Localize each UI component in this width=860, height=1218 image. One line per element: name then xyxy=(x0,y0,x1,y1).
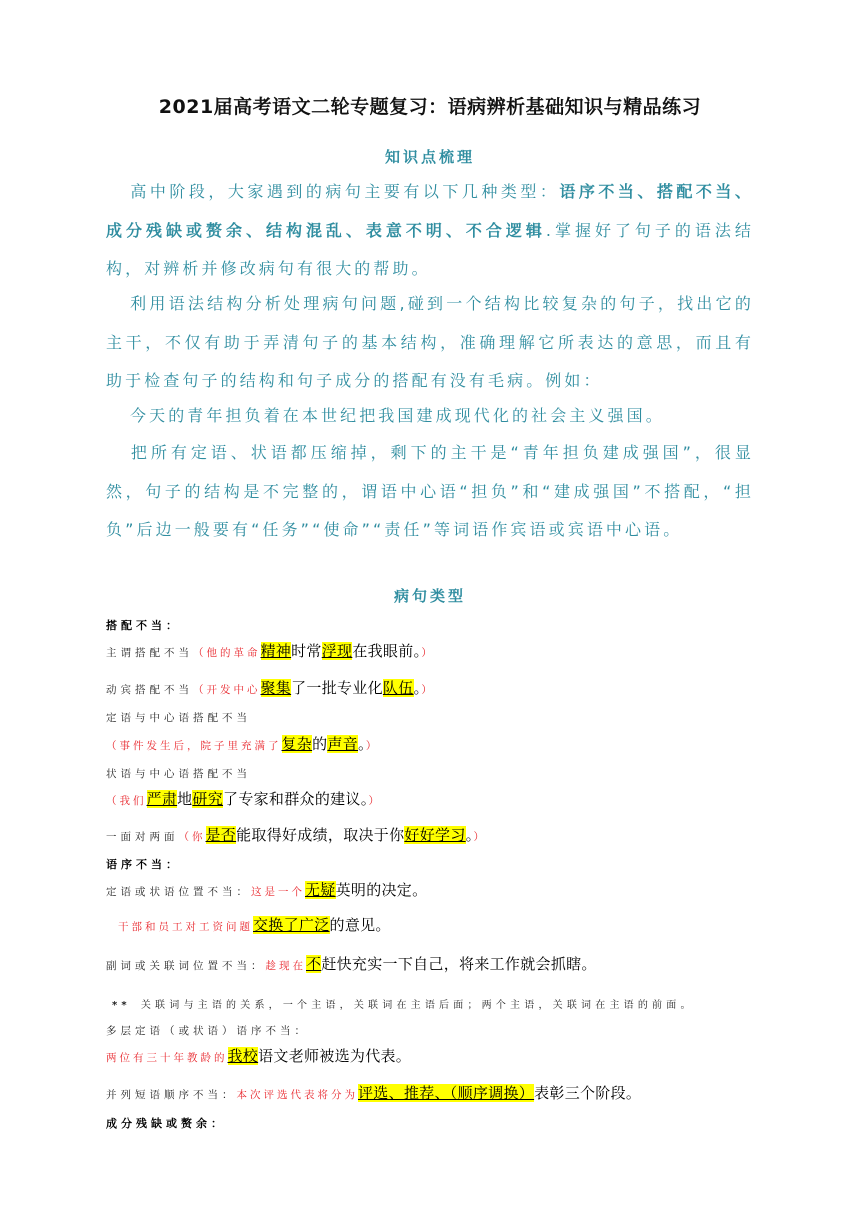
row-label: 一面对两面 xyxy=(106,831,179,843)
label-row-adverbial xyxy=(106,762,766,781)
note-star: ** xyxy=(112,1000,131,1011)
method-text: 利用语法结构分析处理病句问题,碰到一个结构比较复杂的句子，找出它的主干，不仅有助于弄清句子的基本结构，准确理解它所表达的意思，而且有助于检查句子的结构和句子成分的搭配有没有毛病。例如： xyxy=(106,294,754,390)
highlight: 评选、推荐、（顺序调换） xyxy=(358,1084,535,1102)
example-row-multilayer xyxy=(106,1045,766,1066)
word-order-label: 语序不当： xyxy=(106,858,181,871)
sentence-text: 表彰三个阶段。 xyxy=(534,1084,642,1102)
highlight: 我校 xyxy=(227,1047,259,1065)
sentence-text: 时常 xyxy=(291,642,322,660)
sentence-text: 。 xyxy=(465,826,474,844)
example-row-modifier-position xyxy=(106,879,766,900)
intro-text-end: .掌握好了句子的语法结构，对辨析并修改病句有很大的帮助。 xyxy=(106,220,755,278)
red-text: 趁现在 xyxy=(265,960,306,972)
document-title: 2021届高考语文二轮专题复习：语病辨析基础知识与精品练习 xyxy=(158,96,702,118)
red-text: （你 xyxy=(178,831,206,843)
sentence-text: 的 xyxy=(312,735,328,753)
red-text: ） xyxy=(473,831,487,843)
sentence-text: 语文老师被选为代表。 xyxy=(258,1047,412,1065)
sentence-text: 的意见。 xyxy=(329,916,391,934)
row-label: 状语与中心语搭配不当 xyxy=(106,768,251,780)
sentence-text: 了一批专业化 xyxy=(291,679,383,697)
highlight: 队伍 xyxy=(382,679,414,697)
row-label: 主谓搭配不当 xyxy=(106,647,193,659)
example-sentence: 今天的青年担负着在本世纪把我国建成现代化的社会主义强国。 xyxy=(130,406,665,425)
red-text: 本次评选代表将分为 xyxy=(236,1089,358,1101)
subheading-word-order xyxy=(106,853,766,872)
highlight: 无疑 xyxy=(305,881,336,899)
paragraph-intro xyxy=(106,173,754,289)
mismatch-label: 搭配不当： xyxy=(106,619,181,632)
error-types-bold: 语序不当、搭配不当、成分残缺或赘余、结构混乱、表意不明、不合逻辑 xyxy=(106,182,754,240)
sentence-text: 了专家和群众的建议。 xyxy=(223,790,369,808)
example-row-adverbial xyxy=(106,788,766,809)
sentence-text: 赶快充实一下自己，将来工作就会抓瞎。 xyxy=(321,955,597,973)
missing-redundant-label: 成分残缺或赘余： xyxy=(106,1117,226,1130)
note-row-conjunction xyxy=(112,993,772,1012)
label-row-attributive xyxy=(106,706,766,725)
red-text: （开发中心 xyxy=(193,684,261,696)
red-text: ） xyxy=(365,740,380,752)
red-text: ） xyxy=(421,647,435,659)
red-text: （他的革命 xyxy=(193,647,261,659)
analysis-text: 把所有定语、状语都压缩掉，剩下的主干是“青年担负建成强国”，很显然，句子的结构是不完整的，谓语中心语“担负”和“建成强国”不搭配，“担负”后边一般要有“任务”“使命”“责任”等词语作宾语或宾语中心语。 xyxy=(106,443,754,539)
sentence-text: 英明的决定。 xyxy=(335,881,428,899)
example-row-one-vs-two-sides xyxy=(106,824,766,845)
sentence-text: 能取得好成绩，取决于你 xyxy=(236,826,405,844)
highlight: 是否 xyxy=(205,826,237,844)
highlight: 精神 xyxy=(260,642,292,660)
highlight: 研究 xyxy=(192,790,224,808)
highlight: 声音 xyxy=(327,735,359,753)
red-text: （事件发生后，院子里充满了 xyxy=(106,740,282,752)
highlight: 好好学习 xyxy=(404,826,466,844)
paragraph-analysis xyxy=(106,434,754,550)
row-label: 多层定语（或状语）语序不当： xyxy=(106,1025,309,1037)
paragraph-method xyxy=(106,285,754,401)
example-row-attributive xyxy=(106,733,766,754)
red-text: 两位有三十年教龄的 xyxy=(106,1052,228,1064)
row-label: 动宾搭配不当 xyxy=(106,684,193,696)
red-text: ） xyxy=(421,684,435,696)
row-label: 定语或状语位置不当： xyxy=(106,886,251,898)
red-text: 这是一个 xyxy=(251,886,305,898)
subheading-missing-redundant xyxy=(106,1112,766,1131)
red-text: 干部和员工对工资问题 xyxy=(118,921,253,933)
highlight: 浮现 xyxy=(321,642,353,660)
red-text: ） xyxy=(368,795,383,807)
row-label: 并列短语顺序不当： xyxy=(106,1089,237,1101)
red-text: （我们 xyxy=(106,795,147,807)
row-label: 定语与中心语搭配不当 xyxy=(106,712,251,724)
note-text: 关联词与主语的关系，一个主语，关联词在主语后面；两个主语，关联词在主语的前面。 xyxy=(140,1000,695,1011)
highlight: 复杂 xyxy=(281,735,313,753)
section-heading-knowledge: 知识点梳理 xyxy=(384,148,475,166)
example-row-parallel xyxy=(106,1082,766,1103)
sentence-text: 在我眼前。 xyxy=(352,642,422,660)
example-row-subject-predicate xyxy=(106,640,766,661)
highlight: 聚集 xyxy=(260,679,292,697)
highlight: 交换了广泛 xyxy=(253,916,330,934)
row-label: 副词或关联词位置不当： xyxy=(106,960,266,972)
example-row-verb-object xyxy=(106,677,766,698)
intro-text: 高中阶段，大家遇到的病句主要有以下几种类型： xyxy=(130,182,560,201)
paragraph-example xyxy=(106,397,754,436)
sentence-text: 地 xyxy=(177,790,193,808)
example-row-adverb-position xyxy=(106,953,766,974)
highlight: 严肃 xyxy=(146,790,178,808)
sentence-text: 。 xyxy=(358,735,366,753)
example-row-exchange xyxy=(118,914,778,935)
label-row-multilayer xyxy=(106,1019,766,1038)
subheading-mismatch xyxy=(106,614,766,633)
sentence-text: 。 xyxy=(413,679,422,697)
highlight: 不 xyxy=(306,955,322,973)
section-heading-types: 病句类型 xyxy=(393,587,466,605)
